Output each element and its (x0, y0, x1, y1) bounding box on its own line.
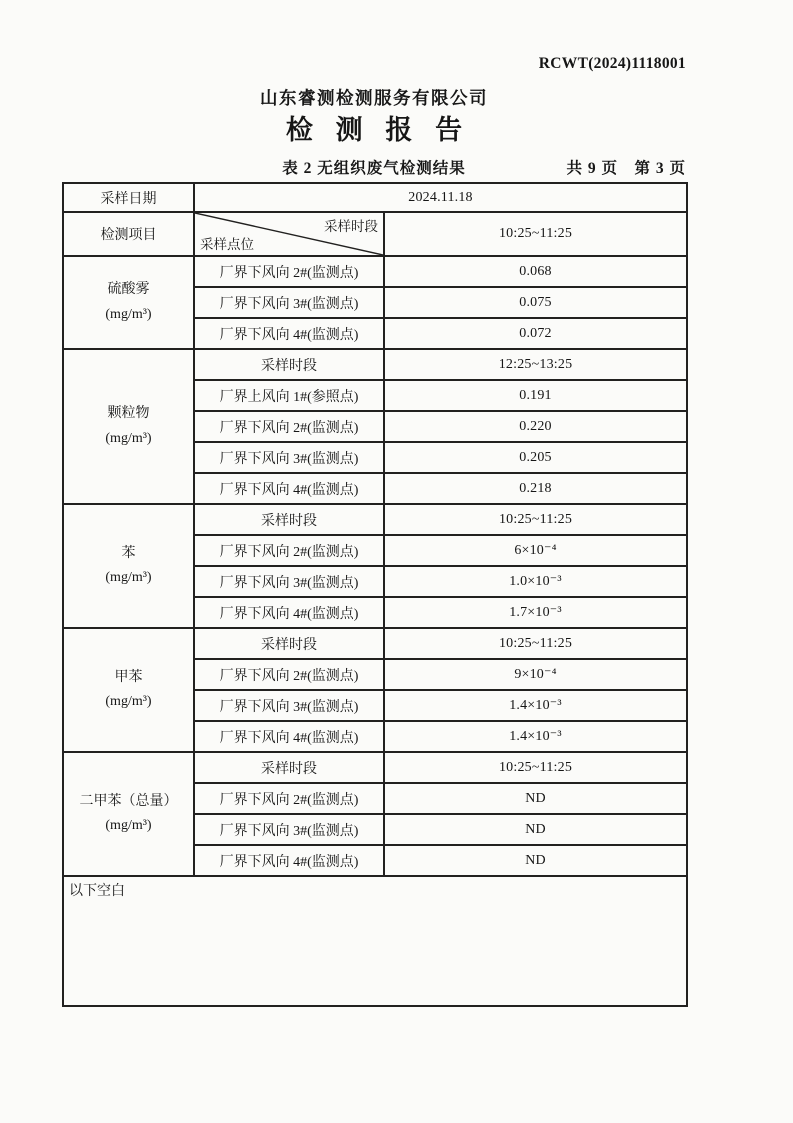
sampling-time-value: 10:25~11:25 (384, 628, 687, 659)
sampling-date-label: 采样日期 (63, 183, 194, 212)
result-value-cell: 0.068 (384, 256, 687, 287)
sampling-point-cell: 厂界下风向 3#(监测点) (194, 442, 384, 473)
table-caption: 表 2 无组织废气检测结果 (282, 160, 466, 177)
company-name: 山东睿测检测服务有限公司 (260, 88, 488, 108)
result-value-cell: 0.205 (384, 442, 687, 473)
item-cell-benzene (63, 504, 194, 628)
item-unit: (mg/m³) (105, 570, 152, 585)
detection-item-label: 检测项目 (63, 212, 194, 256)
table-row (63, 349, 687, 380)
table-row (63, 628, 687, 659)
item-unit: (mg/m³) (105, 430, 152, 446)
item-name: 颗粒物 (107, 406, 150, 421)
report-number: RCWT(2024)1118001 (538, 55, 686, 72)
sampling-point-cell: 厂界下风向 3#(监测点) (194, 690, 384, 721)
sampling-time-label: 采样时段 (194, 349, 384, 380)
sampling-point-cell: 厂界下风向 4#(监测点) (194, 473, 384, 504)
diagonal-header-cell (194, 212, 384, 256)
sampling-point-cell: 厂界下风向 3#(监测点) (194, 814, 384, 845)
sampling-time-label: 采样时段 (194, 504, 384, 535)
item-name: 苯 (121, 545, 136, 561)
table-row (63, 752, 687, 783)
report-title: 检 测 报 告 (285, 115, 471, 145)
result-value-cell: 0.075 (384, 287, 687, 318)
item-cell-particulates (63, 349, 194, 504)
result-value-cell: 1.7×10⁻³ (384, 597, 687, 628)
item-name: 二甲苯（总量） (79, 793, 178, 809)
item-cell-toluene (63, 628, 194, 752)
result-value-cell: 0.218 (384, 473, 687, 504)
sampling-point-cell: 厂界下风向 3#(监测点) (194, 287, 384, 318)
result-value-cell: 9×10⁻⁴ (384, 659, 687, 690)
sampling-time-label: 采样时段 (324, 219, 378, 234)
item-cell-sulfuric-acid-mist (63, 256, 194, 349)
page-indicator: 共 9 页 第 3 页 (558, 156, 686, 178)
item-cell-xylene-total (63, 752, 194, 876)
sampling-point-cell: 厂界下风向 3#(监测点) (194, 566, 384, 597)
item-name: 硫酸雾 (107, 282, 150, 297)
sampling-date-value: 2024.11.18 (194, 183, 687, 212)
sampling-time-value: 12:25~13:25 (384, 349, 687, 380)
sampling-time-label: 采样时段 (194, 628, 384, 659)
sampling-point-cell: 厂界下风向 4#(监测点) (194, 721, 384, 752)
item-unit: (mg/m³) (105, 818, 152, 833)
sampling-time-value: 10:25~11:25 (384, 504, 687, 535)
sampling-point-cell: 厂界下风向 2#(监测点) (194, 659, 384, 690)
sampling-point-cell: 厂界上风向 1#(参照点) (194, 380, 384, 411)
sampling-point-cell: 厂界下风向 4#(监测点) (194, 597, 384, 628)
blank-row (63, 876, 687, 1006)
sampling-time-label: 采样时段 (194, 752, 384, 783)
result-value-cell: 1.4×10⁻³ (384, 721, 687, 752)
item-unit: (mg/m³) (105, 694, 152, 709)
results-table (62, 182, 688, 1007)
item-unit: (mg/m³) (105, 306, 152, 322)
caption-row (62, 156, 686, 178)
result-value-cell: 1.4×10⁻³ (384, 690, 687, 721)
result-value-cell: 0.072 (384, 318, 687, 349)
sampling-point-cell: 厂界下风向 2#(监测点) (194, 783, 384, 814)
result-value-cell: ND (384, 814, 687, 845)
table-row (63, 504, 687, 535)
sampling-point-label: 采样点位 (200, 237, 254, 252)
blank-note: 以下空白 (63, 876, 687, 1006)
table-row (63, 256, 687, 287)
result-value-cell: ND (384, 845, 687, 876)
result-value-cell: 0.191 (384, 380, 687, 411)
result-value-cell: 1.0×10⁻³ (384, 566, 687, 597)
sampling-date-row (63, 183, 687, 212)
sampling-point-cell: 厂界下风向 4#(监测点) (194, 318, 384, 349)
result-value-cell: 0.220 (384, 411, 687, 442)
item-name: 甲苯 (114, 669, 143, 685)
sampling-time-value: 10:25~11:25 (384, 212, 687, 256)
table-header-row (63, 212, 687, 256)
sampling-point-cell: 厂界下风向 2#(监测点) (194, 535, 384, 566)
sampling-point-cell: 厂界下风向 4#(监测点) (194, 845, 384, 876)
result-value-cell: ND (384, 783, 687, 814)
result-value-cell: 6×10⁻⁴ (384, 535, 687, 566)
sampling-time-value: 10:25~11:25 (384, 752, 687, 783)
sampling-point-cell: 厂界下风向 2#(监测点) (194, 411, 384, 442)
sampling-point-cell: 厂界下风向 2#(监测点) (194, 256, 384, 287)
